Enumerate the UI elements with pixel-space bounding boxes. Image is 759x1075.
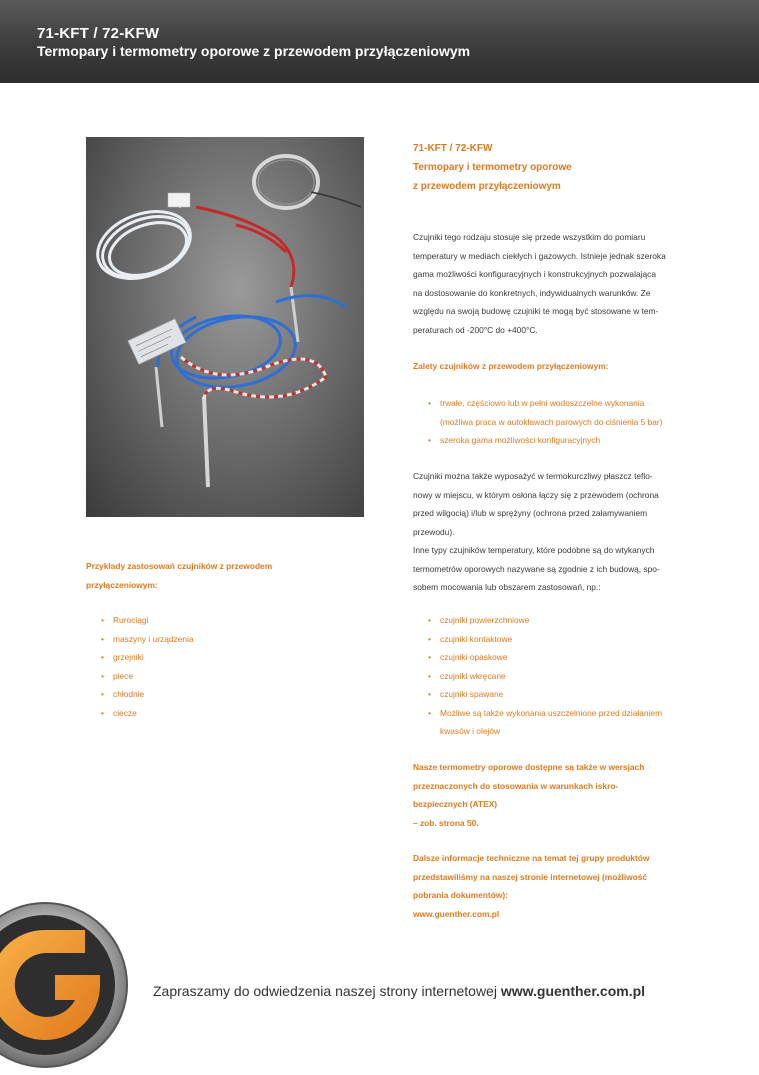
- list-item-continuation: kwasów i olejów: [440, 726, 501, 736]
- intro-line: peraturach od -200°C do +400°C.: [413, 324, 538, 335]
- applications-heading: Przykłady zastosowań czujników z przewodem przyłączeniowym:: [86, 561, 273, 590]
- product-photo: [86, 137, 364, 517]
- more-info-line: przedstawiliśmy na naszej stronie internetowej (możliwość: [413, 871, 648, 882]
- sheath-paragraph: [413, 467, 713, 597]
- intro-line: temperatury w mediach ciekłych i gazowych. Istnieje jednak szeroka: [413, 250, 666, 261]
- guenther-logo: [0, 900, 130, 1070]
- product-title-line2: z przewodem przyłączeniowym: [413, 181, 561, 192]
- footer-website-link[interactable]: www.guenther.com.pl: [500, 983, 646, 999]
- product-title-line1: Termopary i termometry oporowe: [413, 162, 572, 173]
- product-heading: [413, 139, 713, 196]
- intro-line: Czujniki tego rodzaju stosuje się przede wszystkim do pomiaru: [413, 232, 646, 242]
- list-item: • szeroka gama możliwości konfiguracyjnych: [428, 431, 718, 450]
- page-header: [0, 0, 759, 83]
- list-item: • czujniki powierzchniowe: [428, 611, 718, 630]
- atex-line: bezpiecznych (ATEX): [413, 799, 498, 809]
- intro-paragraph: [413, 228, 713, 339]
- applications-list: [101, 611, 361, 722]
- list-item: • maszyny i urządzenia: [101, 630, 361, 649]
- sheath-line: termometrów oporowych nazywane są zgodnie z ich budową, spo-: [413, 563, 660, 574]
- more-info-line: pobrania dokumentów):: [413, 890, 508, 900]
- product-code: 71-KFT / 72-KFW: [413, 143, 493, 154]
- atex-line: przeznaczonych do stosowania w warunkach iskro-: [413, 780, 619, 791]
- list-item: • piece: [101, 667, 361, 686]
- list-item: • trwałe, częściowo lub w pełni wodoszczelne wykonania (możliwa praca w autoklawach parowych do ciśnienia 5 bar): [428, 394, 718, 431]
- atex-line: Nasze termometry oporowe dostępne są także w wersjach: [413, 762, 645, 772]
- list-item: • czujniki wkręcane: [428, 667, 718, 686]
- atex-note: [413, 758, 713, 832]
- list-item: • Możliwe są także wykonania uszczelnione przed działaniem kwasów i olejów: [428, 704, 718, 741]
- intro-line: na dostosowanie do konkretnych, indywidualnych warunków. Ze: [413, 287, 651, 298]
- sheath-line: sobem mocowania lub obszarem zastosowań, np.:: [413, 582, 601, 592]
- sheath-line: przed wilgocią) i/lub w sprężyny (ochrona przed załamywaniem: [413, 508, 648, 518]
- sheath-line: Inne typy czujników temperatury, które podobne są do wtykanych: [413, 545, 655, 555]
- list-item: • Rurociągi: [101, 611, 361, 630]
- list-item: • ciecze: [101, 704, 361, 723]
- sensor-types-list: [428, 611, 718, 741]
- intro-line: względu na swoją budowę czujniki te mogą być stosowane w tem-: [413, 306, 659, 316]
- footer-text: Zapraszamy do odwiedzenia naszej strony internetowej: [153, 983, 501, 999]
- intro-line: gama możliwości konfiguracyjnych i konstrukcyjnych pozwalająca: [413, 269, 656, 279]
- sheath-line: przewodu).: [413, 526, 455, 537]
- atex-line: – zob. strona 50.: [413, 817, 479, 828]
- list-item: • grzejniki: [101, 648, 361, 667]
- header-code: 71-KFT / 72-KFW: [37, 25, 160, 42]
- list-item: • czujniki spawane: [428, 685, 718, 704]
- header-title: Termopary i termometry oporowe z przewodem przyłączeniowym: [37, 43, 471, 59]
- more-info-line: Dalsze informacje techniczne na temat tej grupy produktów: [413, 853, 650, 863]
- website-link[interactable]: www.guenther.com.pl: [413, 908, 500, 919]
- list-item: • czujniki opaskowe: [428, 648, 718, 667]
- sheath-line: nowy w miejscu, w którym osłona łączy się z przewodem (ochrona: [413, 489, 659, 500]
- advantages-heading: Zalety czujników z przewodem przyłączeniowym:: [413, 361, 609, 371]
- footer-invitation: [153, 983, 645, 999]
- sheath-line: Czujniki można także wyposażyć w termokurczliwy płaszcz teflo-: [413, 471, 653, 481]
- list-item-continuation: (możliwa praca w autoklawach parowych do ciśnienia 5 bar): [440, 416, 663, 427]
- list-item: • czujniki kontaktowe: [428, 630, 718, 649]
- more-info-note: [413, 849, 713, 923]
- list-item: • chłodnie: [101, 685, 361, 704]
- advantages-list: [428, 394, 718, 450]
